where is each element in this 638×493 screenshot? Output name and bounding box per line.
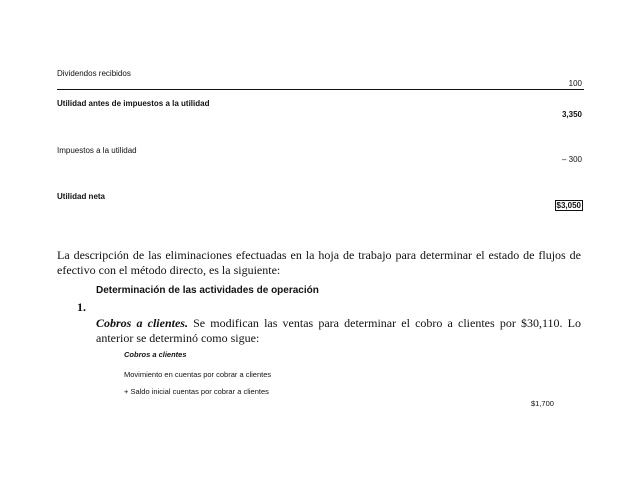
operating-activities-heading: Determinación de las actividades de operación [96,285,319,296]
ar-opening-balance-line: + Saldo inicial cuentas por cobrar a clientes [124,387,269,396]
income-taxes-label: Impuestos a la utilidad [57,146,137,155]
ar-opening-balance-value: $1,700 [531,399,554,408]
dividends-received-value: 100 [568,79,582,88]
net-income-value-box [555,201,583,211]
net-income-value: $3,050 [556,201,581,210]
list-number: 1. [77,300,86,314]
divider-line [57,89,584,90]
collections-subheading: Cobros a clientes [124,350,187,359]
net-income-label: Utilidad neta [57,192,106,201]
collections-title: Cobros a clientes. [96,316,188,330]
collections-paragraph [96,316,581,346]
income-before-taxes-value: 3,350 [561,110,582,119]
ar-movement-line: Movimiento en cuentas por cobrar a clientes [124,370,272,379]
income-before-taxes-label: Utilidad antes de impuestos a la utilidad [57,99,210,108]
collections-description: Se modifican las ventas para determinar el cobro a clientes por $30,110. Lo anterior se determinó como sigue: [96,316,581,345]
income-taxes-value: – 300 [561,155,582,164]
dividends-received-label: Dividendos recibidos [57,69,131,78]
intro-paragraph: La descripción de las eliminaciones efectuadas en la hoja de trabajo para determinar el estado de flujos de efectivo con el método directo, es la siguiente: [57,248,581,277]
